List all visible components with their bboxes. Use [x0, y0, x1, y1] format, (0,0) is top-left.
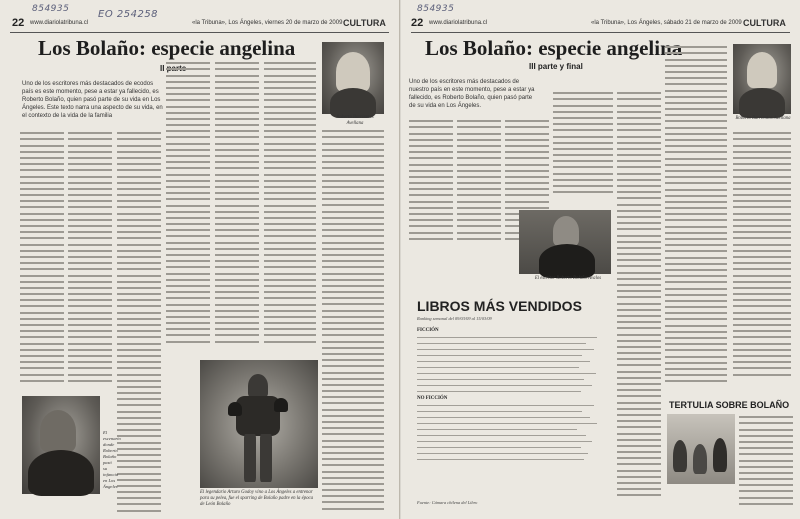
body-column-5	[215, 60, 259, 350]
body-column-1	[409, 118, 453, 243]
intro-paragraph: Uno de los escritores más destacados de nuestro país en este momento, pese a estar ya fallecido, es Roberto Bolaño, quien pasó parte de su vida en Los Ángeles.	[409, 79, 535, 109]
boxer-photo	[200, 360, 318, 488]
body-column-2	[68, 130, 112, 390]
tertulia-title: TERTULIA SOBRE BOLAÑO	[669, 400, 790, 410]
body-column-4	[553, 90, 613, 200]
portrait-caption: Roberto Barrientos Avellana	[336, 115, 374, 126]
bestsellers-list	[417, 326, 605, 462]
category-nonfiction: NO FICCIÓN	[417, 396, 448, 401]
section-label: CULTURA	[343, 18, 386, 28]
tertulia-text	[739, 414, 793, 512]
man-caption: El escenario donde Roberto Bolaño pasó su infancia en Los Ángeles	[103, 430, 121, 489]
page-folio: «la Tribuna», Los Ángeles, viernes 20 de marzo de 2009	[192, 20, 343, 26]
right-newspaper-page	[401, 0, 800, 519]
page-number: 22	[411, 17, 424, 29]
site-url: www.diariolatribuna.cl	[429, 20, 488, 26]
body-column-7	[733, 130, 791, 380]
portrait-caption: Roberto Barrientos Avellana	[735, 116, 791, 121]
headline: Los Bolaño: especie angelina	[38, 36, 296, 60]
bestsellers-source: Fuente: Cámara chilena del Libro	[417, 500, 478, 505]
body-column-6	[665, 44, 727, 389]
body-column-6	[264, 60, 316, 350]
bestsellers-title: LIBROS MÁS VENDIDOS	[417, 298, 582, 314]
bestsellers-subtitle: Ranking semanal del 09/03/09 al 15/03/09	[417, 316, 492, 321]
handwritten-archive-id: 854935	[32, 4, 70, 14]
body-column-1	[20, 130, 64, 390]
portrait-photo	[733, 44, 791, 114]
writer-photo	[519, 210, 611, 274]
writer-caption: El escritor Roberto Bolaño Ávalos	[534, 276, 602, 281]
section-label: CULTURA	[743, 18, 786, 28]
handwritten-archive-code: EO 254258	[98, 9, 159, 20]
header-rule	[411, 32, 790, 33]
site-url: www.diariolatribuna.cl	[30, 20, 89, 26]
header-rule	[10, 32, 389, 33]
body-column-7	[322, 128, 384, 513]
category-fiction: FICCIÓN	[417, 328, 439, 333]
body-column-5	[617, 90, 661, 505]
tertulia-photo	[667, 414, 735, 484]
portrait-photo	[322, 42, 384, 114]
page-folio: «la Tribuna», Los Ángeles, sábado 21 de marzo de 2009	[591, 20, 742, 26]
body-column-3	[117, 130, 161, 515]
deck: II parte	[160, 64, 187, 73]
body-column-4	[166, 60, 210, 350]
headline: Los Bolaño: especie angelina	[425, 36, 683, 60]
page-number: 22	[12, 17, 25, 29]
body-column-2	[457, 118, 501, 243]
man-photo	[22, 396, 100, 494]
handwritten-archive-id: 854935	[417, 4, 455, 14]
deck: III parte y final	[529, 62, 583, 71]
boxer-caption: El legendario Arturo Godoy vino a Los Ángeles a entrenar para su pelea, fue el sparring de Bolaño padre en la época de León Bolaño	[200, 490, 314, 507]
intro-paragraph: Uno de los escritores más destacados de ecodos país es este momento, pese a estar ya fallecido, es Roberto Bolaño, quien pasó parte de su vida en Los Ángeles. Este texto narra una aspecto de su vida, en el contexto de la vida de la familia	[22, 81, 163, 119]
